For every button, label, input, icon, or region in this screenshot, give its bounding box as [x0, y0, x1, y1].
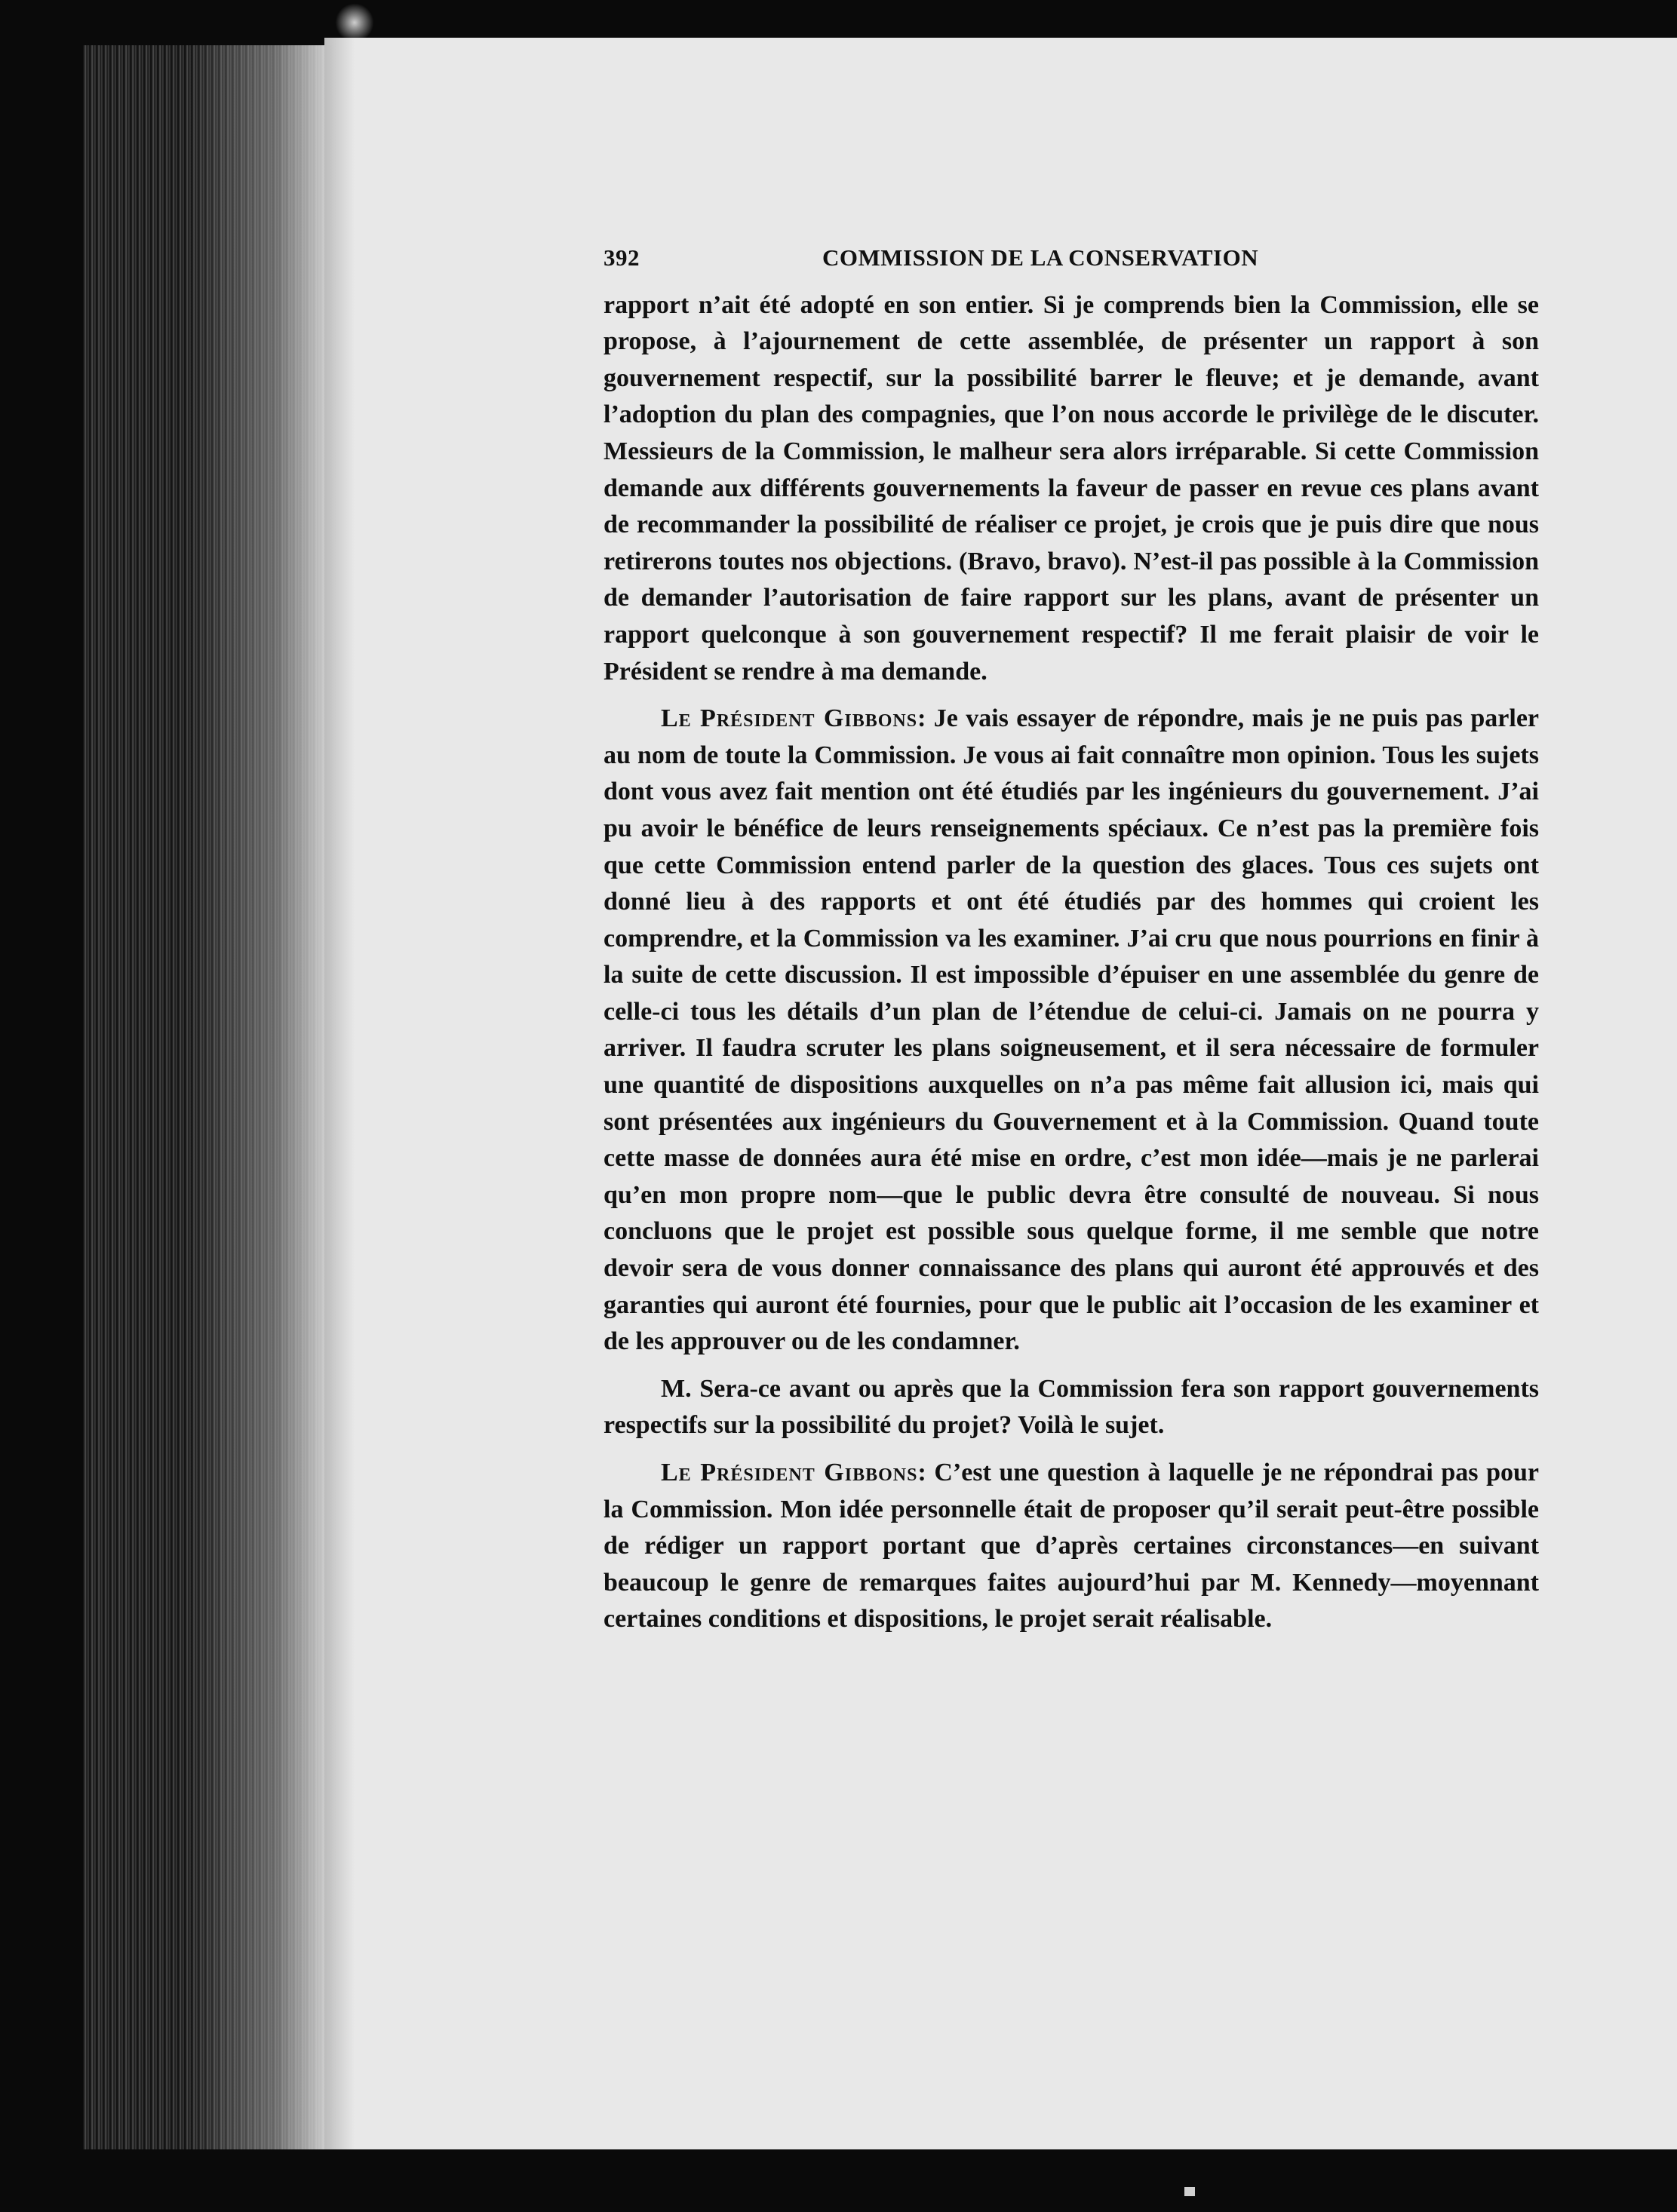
paragraph-text: C’est une question à laquelle je ne répondrai pas pour la Commission. Mon idée personnelle était de proposer qu’il serait peut-être possible de rédiger un rapport portant que d’après certaines circonstances—en suivant beaucoup le genre de remarques faites aujourd’hui par M. Kennedy—moyennant certaines conditions et dispositions, le projet serait réalisable. [604, 1459, 1540, 1634]
gutter-shadow [189, 45, 332, 2149]
paragraph-speech [604, 701, 1539, 1361]
paragraph-text: Je vais essayer de répondre, mais je ne puis pas parler au nom de toute la Commission. Je vous ai fait connaître mon opinion. Tous les sujets dont vous avez fait mention ont été étudiés par les ingénieurs du gouvernement. J’ai pu avoir le bénéfice de leurs renseignements spéciaux. Ce n’est pas la première fois que cette Commission entend parler de la question des glaces. Tous ces sujets ont donné lieu à des rapports et ont été étudiés par des hommes qui croient les comprendre, et la Commission va les examiner. J’ai cru que nous pourrions en finir à la suite de cette discussion. Il est impossible d’épuiser en une assemblée du genre de celle-ci tous les détails d’un plan de l’étendue de celui-ci. Jamais on ne pourra y arriver. Il faudra scruter les plans soigneusement, et il sera nécessaire de formuler une quantité de dispositions auxquelles on n’a pas même fait allusion ici, mais qui sont présentées aux ingénieurs du Gouvernement et à la Commission. Quand toute cette masse de données aura été mise en ordre, c’est mon idée—mais je ne parlerai qu’en mon propre nom—que le public devra être consulté de nouveau. Si nous concluons que le projet est possible sous quelque forme, il me semble que notre devoir sera de vous donner connaissance des plans qui auront été approuvés et des garanties qui auront été fournies, pour que le public ait l’occasion de les examiner et de les approuver ou de les condamner. [604, 704, 1540, 1356]
scan-artifact [1184, 2187, 1195, 2196]
paragraph-text: rapport n’ait été adopté en son entier. Si je comprends bien la Commission, elle se propose, à l’ajournement de cette assemblée, de présenter un rapport à son gouvernement respectif, sur la possibilité barrer le fleuve; et je demande, avant l’adoption du plan des compagnies, que l’on nous accorde le privilège de le discuter. Messieurs de la Commission, le malheur sera alors irréparable. Si cette Commission demande aux différents gouvernements la faveur de passer en revue ces plans avant de recommander la possibilité de réaliser ce projet, je crois que je puis dire que nous retirerons toutes nos objections. (Bravo, bravo). N’est-il pas possible à la Commission de demander l’autorisation de faire rapport sur les plans, avant de présenter un rapport quelconque à son gouvernement respectif? Il me ferait plaisir de voir le Président se rendre à ma demande. [604, 290, 1539, 686]
speaker-name: Le Président Gibbons [661, 1459, 918, 1486]
page-fold-shadow [324, 38, 355, 2149]
running-header [604, 240, 1539, 277]
paragraph-speech [604, 1371, 1539, 1444]
speaker-colon: : [917, 1459, 935, 1486]
paragraph-speech [604, 1455, 1539, 1638]
speaker-name: Le Président Gibbons [661, 704, 918, 733]
running-title: COMMISSION DE LA CONSERVATION [822, 244, 1259, 271]
binding-mark [332, 0, 377, 38]
speaker-colon: : [917, 704, 934, 733]
paragraph-continuation [604, 287, 1539, 691]
page-text-block [604, 240, 1539, 1649]
page-number: 392 [604, 244, 640, 271]
speaker-name: M. [661, 1374, 700, 1403]
paragraph-text: Sera-ce avant ou après que la Commission fera son rapport gouvernements respectifs sur la possibilité du projet? Voilà le sujet. [604, 1374, 1539, 1440]
